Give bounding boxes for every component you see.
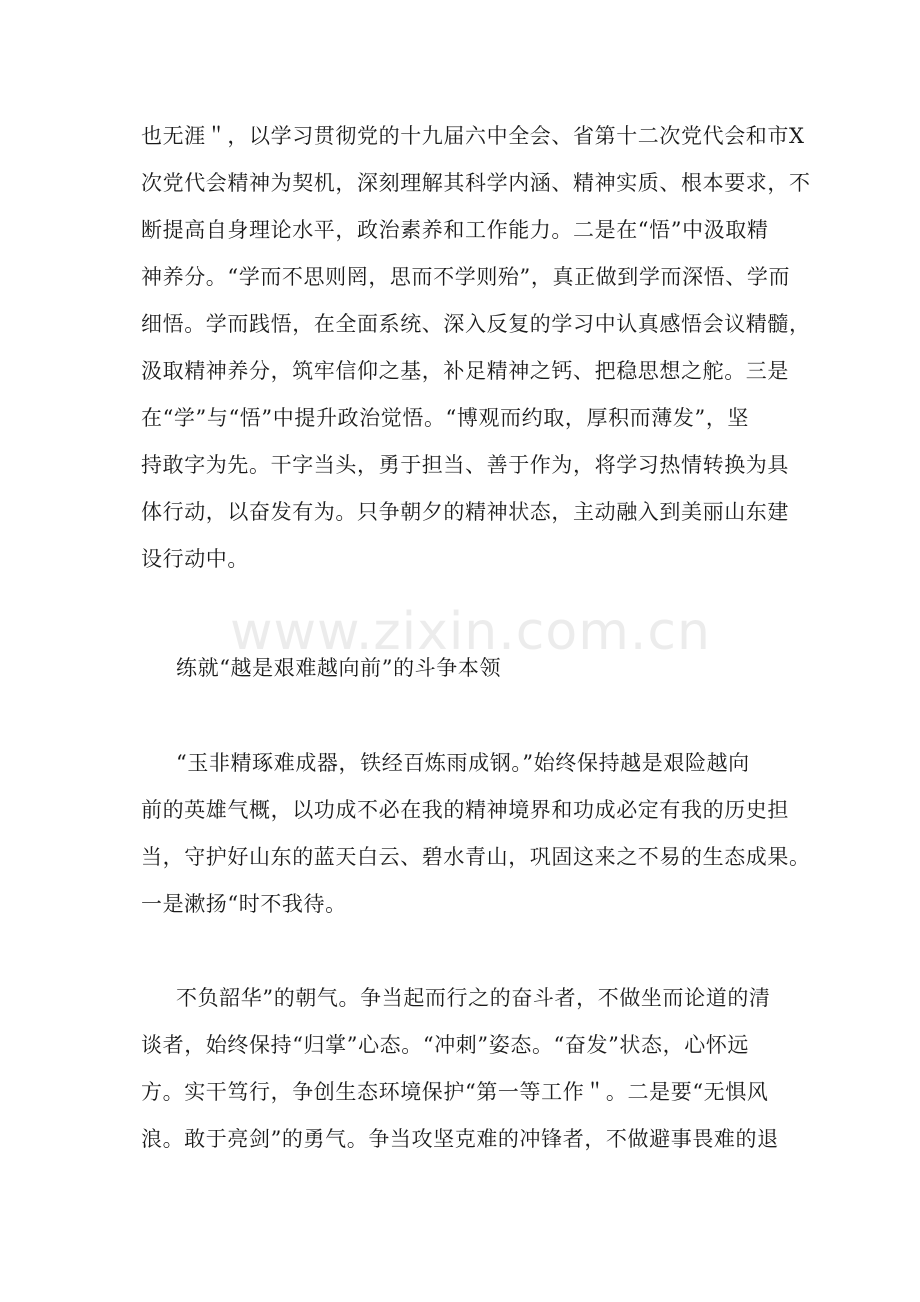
- watermark-text: www.zixin.com.cn: [230, 602, 711, 662]
- paragraph-line: 在“学”与“悟”中提升政治觉悟。“博观而约取，厚积而薄发”，坚: [141, 406, 750, 430]
- paragraph-line: 方。实干笃行，争创生态环境保护“第一等工作＂。二是要“无惧风: [141, 1080, 769, 1104]
- paragraph-line: 也无涯＂，以学习贯彻党的十九届六中全会、省第十二次党代会和市X: [141, 124, 805, 148]
- paragraph-line: 设行动中。: [141, 547, 249, 571]
- paragraph-line: 前的英雄气概，以功成不必在我的精神境界和功成必定有我的历史担: [141, 798, 789, 822]
- paragraph-line: 当，守护好山东的蓝天白云、碧水青山，巩固这来之不易的生态成果。: [141, 845, 811, 869]
- paragraph-line: 断提高自身理论水平，政治素养和工作能力。二是在“悟”中汲取精: [141, 218, 769, 242]
- paragraph-line: 细悟。学而践悟，在全面系统、深入反复的学习中认真感悟会议精髓，: [141, 312, 811, 336]
- paragraph-line: 次党代会精神为契机，深刻理解其科学内涵、精神实质、根本要求，不: [141, 171, 811, 195]
- paragraph-line: 持敢字为先。干字当头，勇于担当、善于作为，将学习热情转换为具: [141, 453, 789, 477]
- paragraph-line: 汲取精神养分，筑牢信仰之基，补足精神之钙、把稳思想之舵。三是: [141, 359, 789, 383]
- paragraph-line: 浪。敢于亮剑”的勇气。争当攻坚克难的冲锋者，不做避事畏难的退: [141, 1127, 779, 1151]
- paragraph-line: 谈者，始终保持“归掌”心态。“冲刺”姿态。“奋发”状态，心怀远: [141, 1033, 750, 1057]
- section-heading: 练就“越是艰难越向前”的斗争本领: [176, 656, 502, 680]
- paragraph-line: 体行动，以奋发有为。只争朝夕的精神状态，主动融入到美丽山东建: [141, 500, 789, 524]
- paragraph-line: 神养分。“学而不思则罔，思而不学则殆”，真正做到学而深悟、学而: [141, 265, 791, 289]
- paragraph-line: 不负韶华”的朝气。争当起而行之的奋斗者，不做坐而论道的清: [176, 986, 771, 1010]
- paragraph-line: “玉非精琢难成器，铁经百炼雨成钢。”始终保持越是艰险越向: [176, 751, 750, 775]
- paragraph-line: 一是漱扬“时不我待。: [141, 892, 347, 916]
